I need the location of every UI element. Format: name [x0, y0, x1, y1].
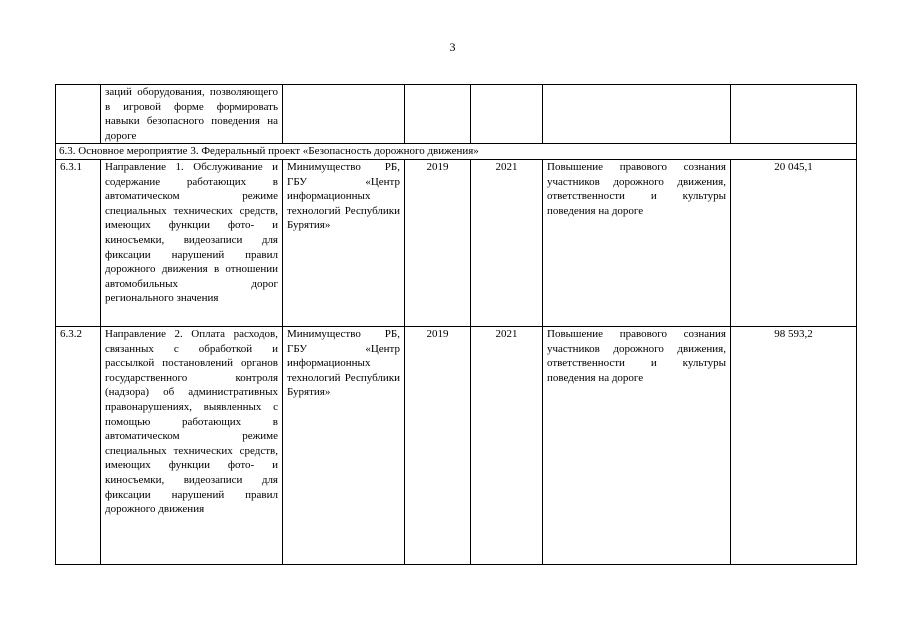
- section-row: [56, 144, 857, 160]
- cell-start: [405, 85, 471, 144]
- row-executor: Минимущество РБ, ГБУ «Центр информационных технологий Республики Бурятия»: [283, 326, 405, 564]
- row-result: Повышение правового сознания участников дорожного движения, ответственности и культуры поведения на дороге: [543, 326, 731, 564]
- cell-amount: [731, 85, 857, 144]
- table-row: [56, 159, 857, 326]
- row-executor: Минимущество РБ, ГБУ «Центр информационных технологий Республики Бурятия»: [283, 159, 405, 326]
- row-start-year: 2019: [405, 326, 471, 564]
- section-heading: 6.3. Основное мероприятие 3. Федеральный проект «Безопасность дорожного движения»: [56, 144, 857, 160]
- program-table: [55, 84, 857, 565]
- cell-executor: [283, 85, 405, 144]
- cell-num: [56, 85, 101, 144]
- cell-end: [471, 85, 543, 144]
- row-amount: 20 045,1: [731, 159, 857, 326]
- table-row: [56, 326, 857, 564]
- row-result: Повышение правового сознания участников дорожного движения, ответственности и культуры поведения на дороге: [543, 159, 731, 326]
- row-end-year: 2021: [471, 326, 543, 564]
- page-number: 3: [449, 40, 456, 54]
- cell-result: [543, 85, 731, 144]
- cell-description: заций оборудования, позволяющего в игровой форме формировать навыки безопасного поведения на дороге: [101, 85, 283, 144]
- row-number: 6.3.1: [56, 159, 101, 326]
- row-description: Направление 2. Оплата расходов, связанных с обработкой и рассылкой постановлений органов государственного контроля (надзора) об административных правонарушениях, выявленных с помощью работающих в автоматическом режиме специальных технических средств, имеющих функции фото- и киносъемки, видеозаписи для фиксации нарушений правил дорожного движения: [101, 326, 283, 564]
- row-amount: 98 593,2: [731, 326, 857, 564]
- row-description: Направление 1. Обслуживание и содержание работающих в автоматическом режиме специальных технических средств, имеющих функции фото- и киносъемки, видеозаписи для фиксации нарушений правил дорожного движения в отношении автомобильных дорог регионального значения: [101, 159, 283, 326]
- row-end-year: 2021: [471, 159, 543, 326]
- row-start-year: 2019: [405, 159, 471, 326]
- continuation-row: [56, 85, 857, 144]
- row-number: 6.3.2: [56, 326, 101, 564]
